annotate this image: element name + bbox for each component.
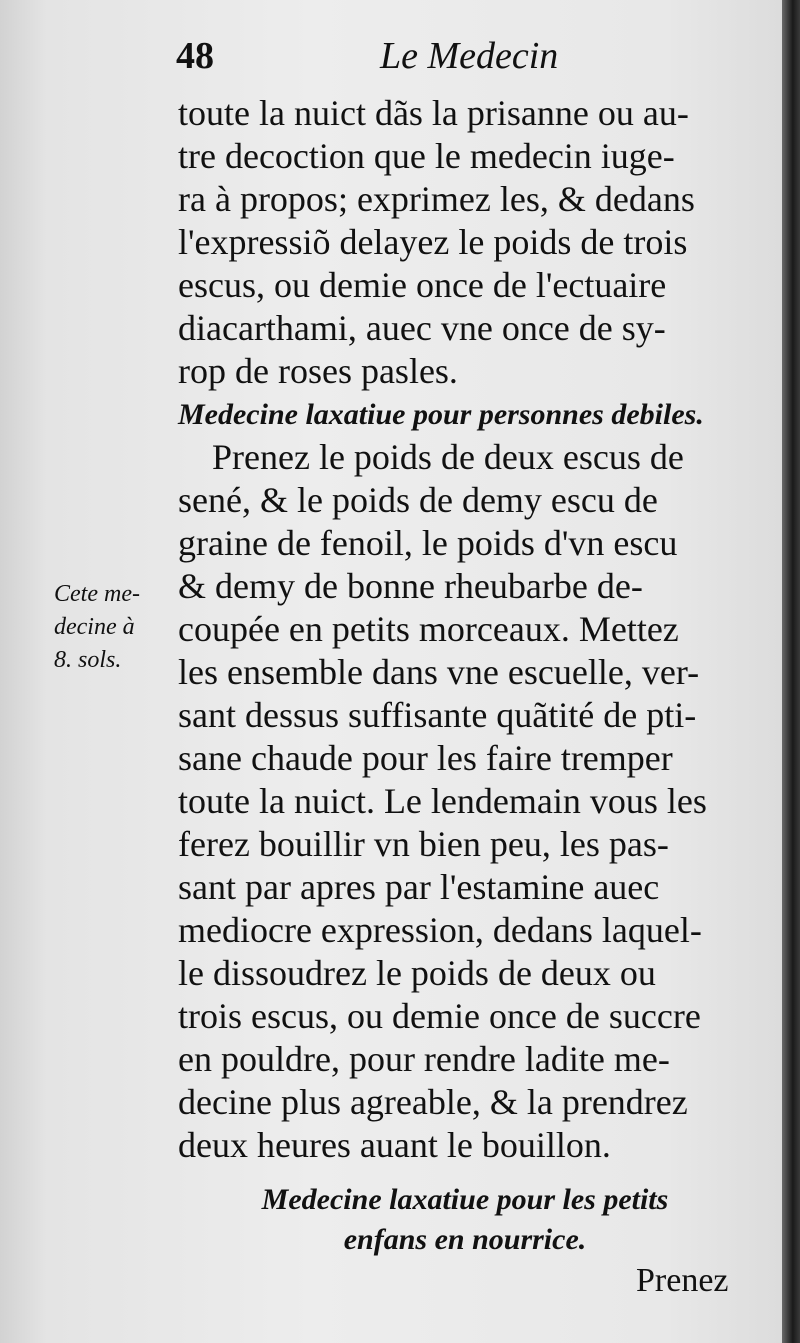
text-line: en pouldre, pour rendre ladite me- (178, 1039, 670, 1079)
text-line: sené, & le poids de demy escu de (178, 480, 658, 520)
section-heading: Medecine laxatiue pour personnes debiles. (178, 398, 704, 431)
text-line: Prenez le poids de deux escus de (212, 437, 684, 477)
text-line: decine plus agreable, & la prendrez (178, 1082, 688, 1122)
section-heading-bottom (170, 1180, 760, 1260)
text-line: toute la nuict. Le lendemain vous les (178, 781, 707, 821)
text-line: coupée en petits morceaux. Mettez (178, 609, 679, 649)
page-header (170, 34, 770, 86)
text-line: rop de roses pasles. (178, 351, 458, 391)
text-line: graine de fenoil, le poids d'vn escu (178, 523, 678, 563)
margin-note-line: Cete me- (54, 581, 140, 607)
text-line: & demy de bonne rheubarbe de- (178, 566, 643, 606)
text-line: deux heures auant le bouillon. (178, 1125, 611, 1165)
text-line: escus, ou demie once de l'ectuaire (178, 265, 667, 305)
text-line: ra à propos; exprimez les, & dedans (178, 179, 695, 219)
text-line: l'expressiõ delayez le poids de trois (178, 222, 688, 262)
text-line: trois escus, ou demie once de succre (178, 996, 701, 1036)
body-text (178, 92, 758, 1167)
text-line: sant dessus suffisante quãtité de pti- (178, 695, 697, 735)
text-line: sane chaude pour les faire tremper (178, 738, 673, 778)
margin-note-line: decine à (54, 614, 135, 640)
text-line: le dissoudrez le poids de deux ou (178, 953, 656, 993)
page-gutter (782, 0, 800, 1343)
text-line: les ensemble dans vne escuelle, ver- (178, 652, 700, 692)
margin-note-line: 8. sols. (54, 647, 122, 673)
margin-note (54, 578, 178, 677)
running-title: Le Medecin (380, 35, 559, 77)
section-heading-line: enfans en nourrice. (343, 1223, 587, 1256)
text-line: sant par apres par l'estamine auec (178, 867, 660, 907)
text-line: ferez bouillir vn bien peu, les pas- (178, 824, 669, 864)
text-line: mediocre expression, dedans laquel- (178, 910, 702, 950)
text-line: diacarthami, auec vne once de sy- (178, 308, 666, 348)
catchword: Prenez (636, 1262, 729, 1299)
page-number: 48 (176, 35, 214, 77)
section-heading-line: Medecine laxatiue pour les petits (261, 1183, 669, 1216)
text-line: tre decoction que le medecin iuge- (178, 136, 675, 176)
text-line: toute la nuict dãs la prisanne ou au- (178, 93, 689, 133)
